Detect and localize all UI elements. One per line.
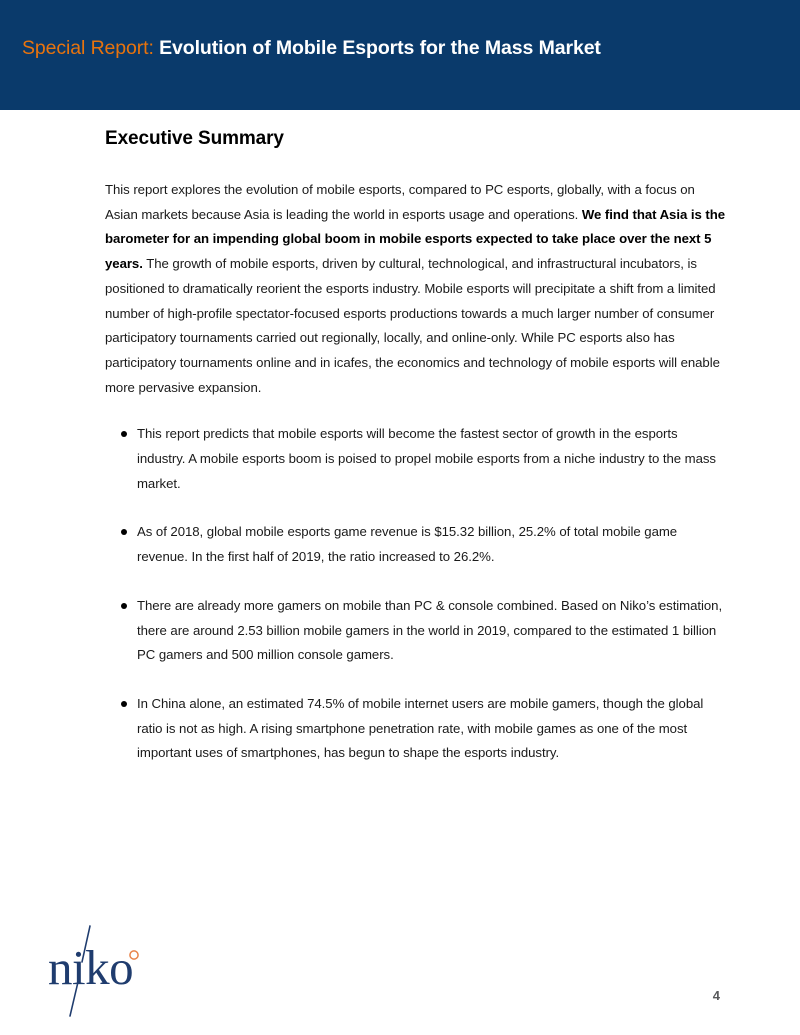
header-title-main: Evolution of Mobile Esports for the Mass Market	[159, 37, 601, 59]
header-title-prefix: Special Report:	[22, 37, 160, 59]
intro-text-part1: This report explores the evolution of mobile esports, compared to PC esports, globally, with a focus on Asian markets because Asia is leading the world in esports usage and operations.	[105, 182, 695, 222]
niko-logo-icon	[46, 922, 156, 1018]
key-findings-list	[105, 422, 725, 766]
niko-logo	[46, 922, 156, 1018]
page-number: 4	[712, 988, 720, 1003]
page-title: Executive Summary	[105, 128, 284, 149]
list-item-text: There are already more gamers on mobile than PC & console combined. Based on Niko’s estimation, there are around 2.53 billion mobile gamers in the world in 2019, compared to the estimated 1 billion PC gamers and 500 million console gamers.	[137, 597, 723, 663]
bullet-dot-icon	[121, 529, 127, 535]
bullet-dot-icon	[121, 701, 127, 707]
page-body	[105, 128, 725, 766]
header-title	[22, 35, 601, 61]
list-item	[105, 692, 725, 766]
list-item-text: This report predicts that mobile esports will become the fastest sector of growth in the esports industry. A mobile esports boom is poised to propel mobile esports from a niche industry to the mass market.	[137, 426, 716, 491]
intro-text-bold: We find that Asia is the barometer for an impending global boom in mobile esports expected to take place over the next 5 years.	[105, 206, 725, 272]
list-item	[105, 594, 725, 668]
bullet-dot-icon	[121, 431, 127, 437]
svg-text:niko: niko	[48, 940, 134, 995]
list-item	[105, 520, 725, 569]
intro-paragraph	[105, 178, 725, 400]
list-item	[105, 422, 725, 496]
list-item-text: In China alone, an estimated 74.5% of mobile internet users are mobile gamers, though the global ratio is not as high. A rising smartphone penetration rate, with mobile games as one of the most important uses of smartphones, has begun to shape the esports industry.	[137, 695, 704, 761]
list-item-text: As of 2018, global mobile esports game revenue is $15.32 billion, 25.2% of total mobile game revenue. In the first half of 2019, the ratio increased to 26.2%.	[137, 524, 678, 565]
intro-text-part2: The growth of mobile esports, driven by cultural, technological, and infrastructural incubators, is positioned to dramatically reorient the esports industry. Mobile esports will precipitate a shift from a limited number of high-profile spectator-focused esports productions towards a much larger number of consumer participatory tournaments carried out regionally, locally, and online-only. While PC esports also has participatory tournaments online and in icafes, the economics and technology of mobile esports will enable more pervasive expansion.	[105, 256, 720, 395]
header-band	[0, 0, 800, 110]
bullet-dot-icon	[121, 603, 127, 609]
